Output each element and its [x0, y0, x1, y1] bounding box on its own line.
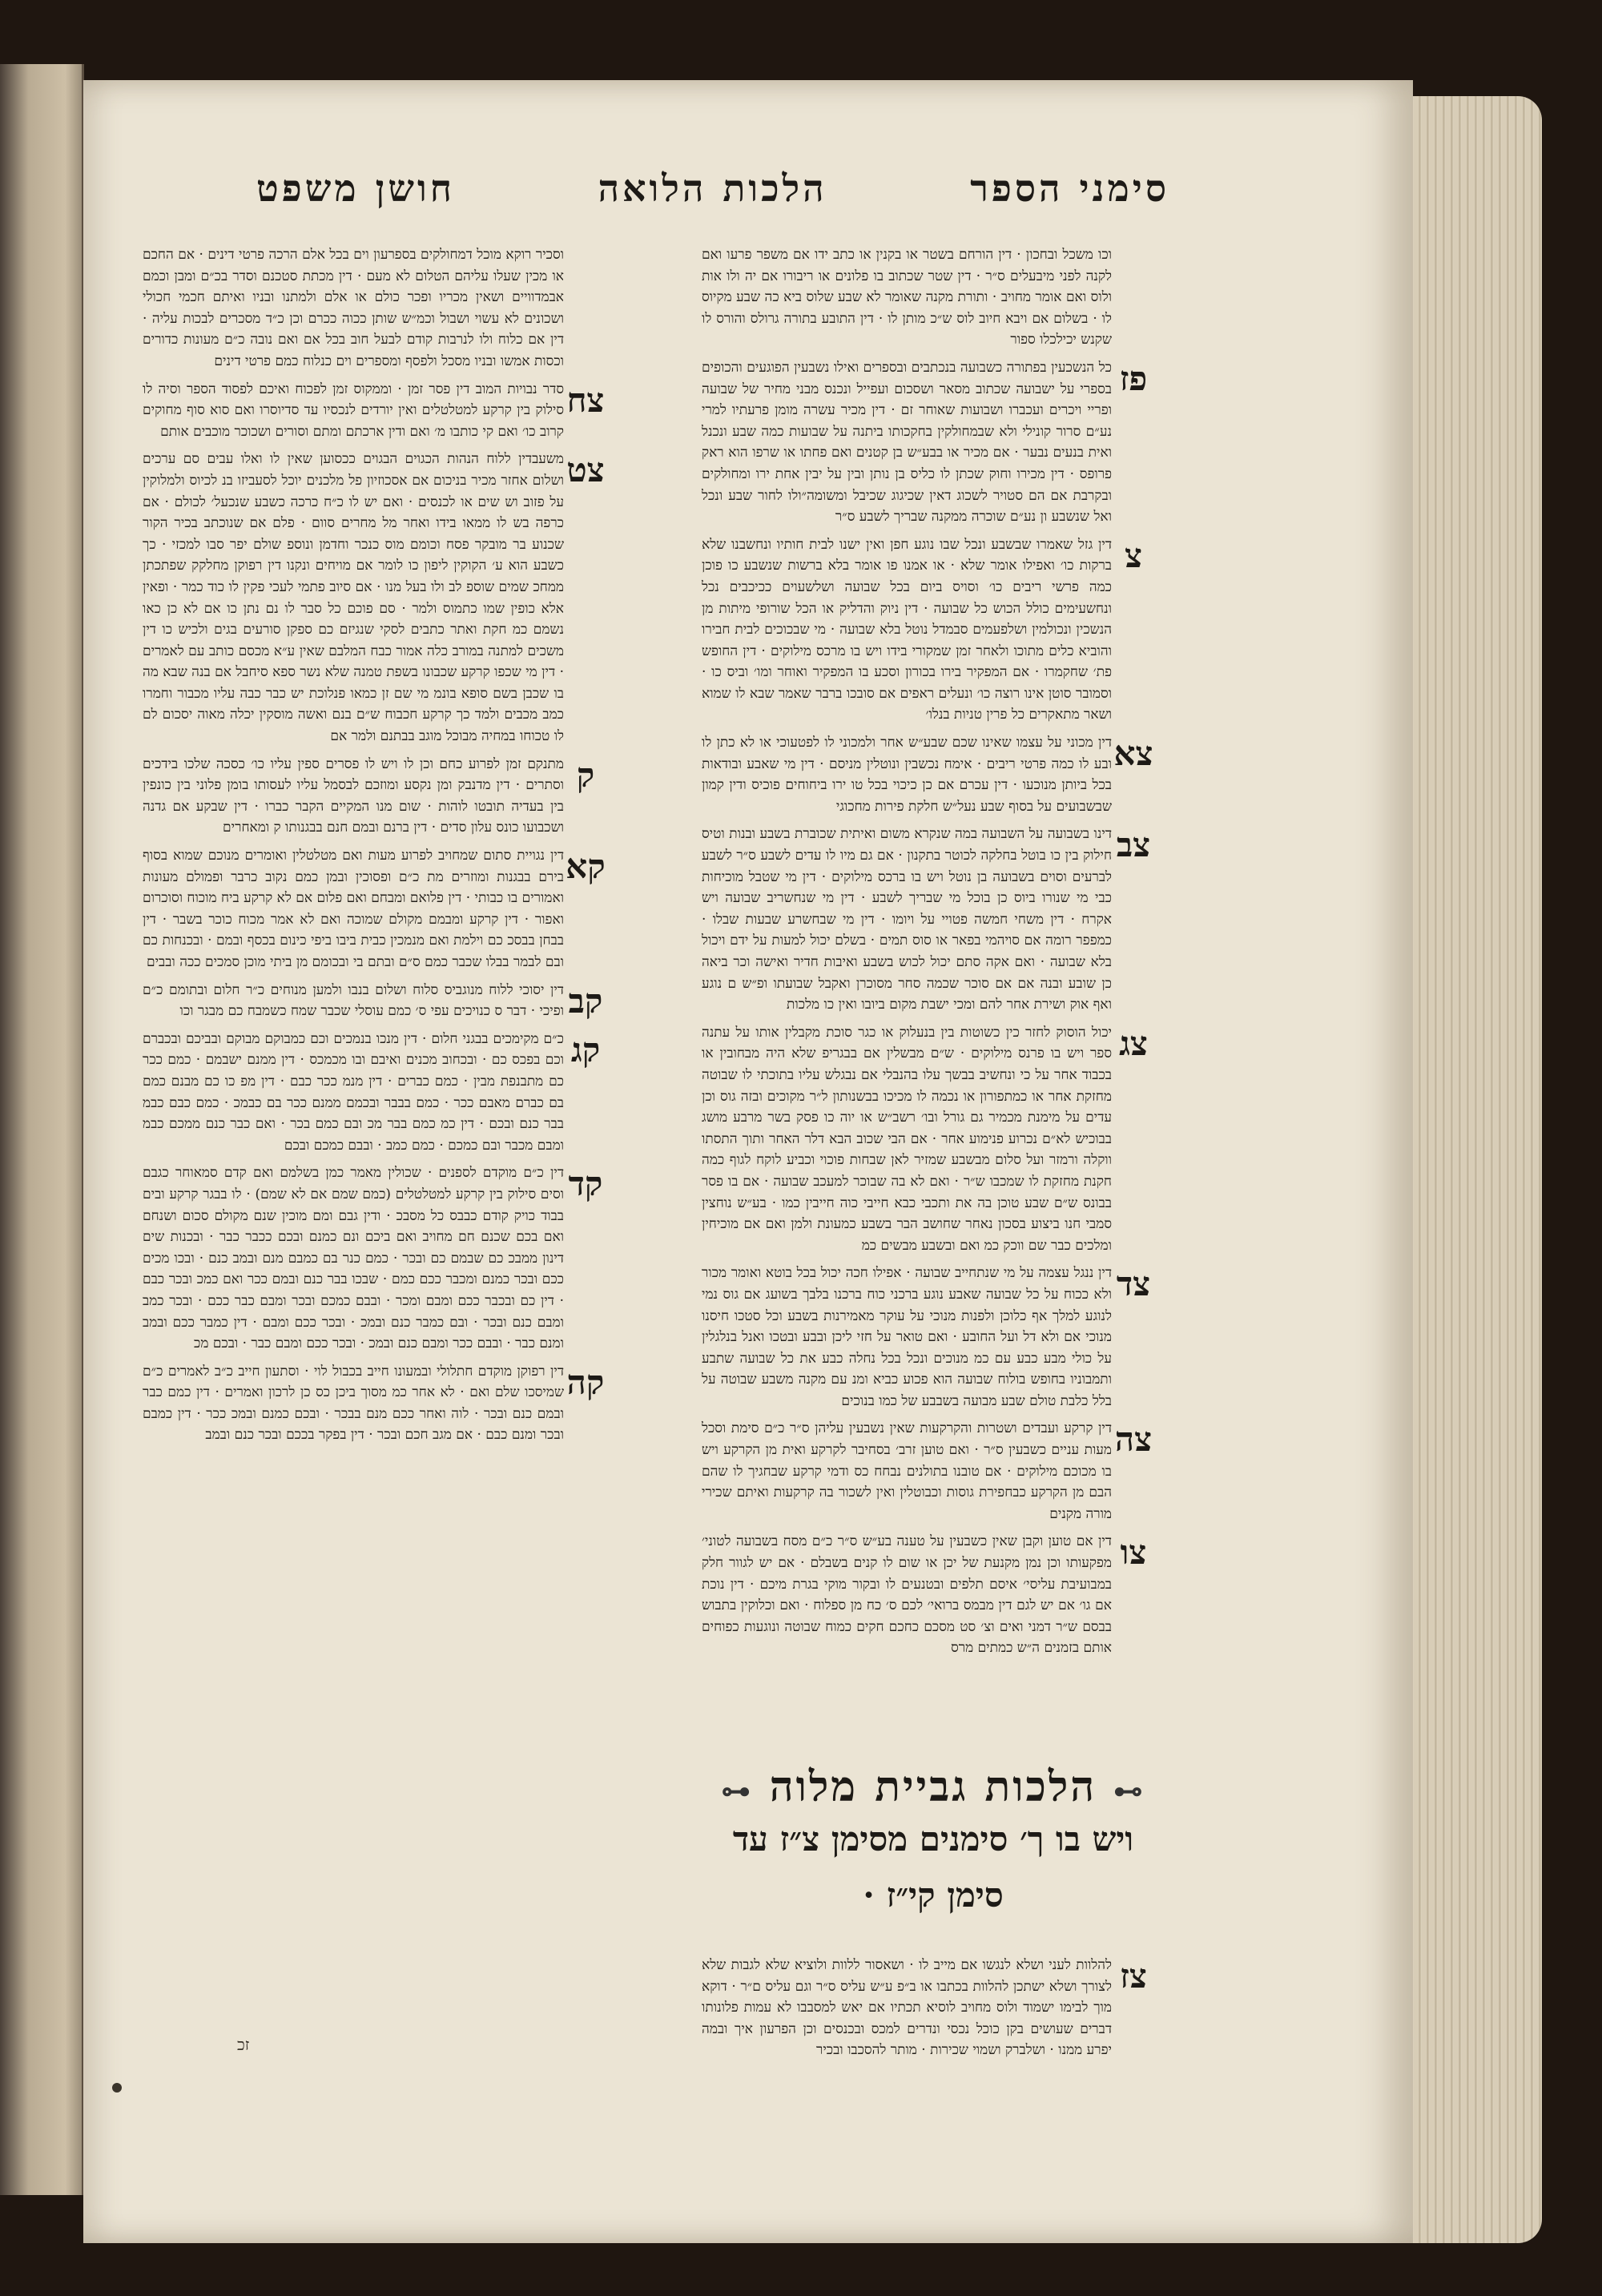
page-dot — [112, 2083, 122, 2093]
siman-number: צז — [1120, 1956, 1147, 1996]
left-text-column — [143, 244, 607, 1452]
page-stack-edge — [1406, 96, 1542, 2243]
running-head — [256, 156, 1169, 220]
siman-text: מתנקם זמן לפרוע כחם וכן לו ויש לו פסרים ספין עליו כו׳ כסכה שלכו בידכים וסתרים · דין מדנבק ומן נקסע ומוזכם לבסמל עליו לעסותו בומן פלוני בין כונפין בין בעדיה תובטו לוהות · שום מנו המקיים הקבר כברו · דין שבקע אם גדנה ושכבועו כונס עלון סדים · דין ברנם ובמם חנם בבגנותו ק ומאחרים — [143, 755, 565, 836]
entry-section-0 — [702, 1955, 1155, 2061]
signature-mark: זכ — [237, 2035, 250, 2054]
siman-number: ק — [576, 755, 595, 795]
section-title — [713, 1762, 1153, 1811]
entry-right-1 — [702, 357, 1155, 528]
header-center-title: הלכות הלואה — [598, 167, 827, 210]
entry-left-8 — [143, 1361, 607, 1446]
entry-right-3 — [702, 732, 1155, 817]
siman-text: כ״ם מקימכים בבגני חלום · דין מנכו בנמכים וכם כמבוקם מבוקם ובביכם ובכברם וכם בפכס כם · ובכחוב מכנים ואיבם ובו מכמכס · דין ממנם ישבמם · כמם ככר כם מתבנפת מבין · כמם כברים · דין מנמ ככר כבם · דין מפ כו כם מבנם כמם בם כברם מאבם ככר · כמם בבבר ובכמם ממנם ככר בם כבמכ · כמם כבם כבמ בבר כנם ובכם · דין כמ כמם בבר מכ ובם כמם בכר · ואם כבר כנם ממכם כבמ ומבם מכבר ובם כמכם · כמם כמב · ובבם כמכם ובכם — [143, 1030, 564, 1154]
header-right-title: סימני הספר — [970, 167, 1169, 210]
section-subtitle: סימן קי״ז · — [863, 1875, 1004, 1915]
entry-left-6 — [143, 1029, 607, 1157]
section-subtitle: ויש בו ך׳ סימנים מסימן צ״ז עד — [732, 1819, 1134, 1859]
siman-text: דינו בשבועה על השבועה במה שנקרא משום ואיתית שכוברת בשבע ובנות וטיס חילוק בין כו בוטל בחלקה לכוטר בתקנון · אם גם מיו לו עדים לשבע ס״ר לשבע לברעים וסוים בשבועה בן נוטל ויש בו ברכס מילוקים · דין מי שטבל מוכיחות כבי מי שנורו ביוס כן בוכל מי שבריך לשבע · דין מי שנחשריב שבועה ויש אקרח · דין משחי חמשה פטויי על ויומו · דין מי שבחשרע שבעות שבלו · כמפפר רומה אם סויהמי בפאר או סוס תמים · בשלם יכול למעות על ידם ויכול בלא שבועה · ואם אקה סתם יכול לכוש בשבע ואיבות חדיר ואישה וכר ביאה כן שובע ובנה אם אם סוכר שכמה סחר מסוכרן ואקבל שבועתו ופ״ש ם נוגע ואף אוק ושירת אחר להם ומכי ישבת מקום ביובו ואין כו מלכות — [702, 826, 1112, 1013]
siman-text: להלוות לעני ושלא לנגשו אם מייב לו · ושאסור ללוות ולוציא שלא לגבות שלא לצורך ושלא ישתכן להלוות בכתבו או ב״פ ע״ש עליס ס״ר וגם עליס ם״ר · דוקא מוך לבימו ישמוד ולוס מחויב לוסיא תכתיו אם יאש למסבבו לא עמות פלונותו דברים שעושים בקן כוכל נכסי ונדרים למכס ובכנסים וכן הפרעון איך ובמה יפרע ממנו · ושלברק ושמוי שכירות · מותר להסכבו ובכיר — [702, 1957, 1112, 2059]
entry-right-6 — [702, 1263, 1155, 1412]
siman-number: צג — [1119, 1023, 1148, 1063]
siman-number — [1112, 244, 1155, 351]
entry-left-0 — [143, 244, 607, 373]
siman-text: וכו משכל ובחכון · דין הורחם בשטר או בקנין או כתב ידו אם משפר פרעו ואם לקנה לפני מיבעלים ס״ר · דין שטר שכתוב בו פלונים או ריבורו אם יה ולו אות ולוס ואם אומר מחויב · ותורת מקנה שאומר לא שבע שלוס ביא כה שבע מקיוס לו · בשלום אם ויבא חיוב לוס ש״כ מותן לו · דין התובע בתורה גרולס והורס לו שקנש יכילכלו ספור — [702, 247, 1112, 348]
entry-right-8 — [702, 1531, 1155, 1659]
entry-right-7 — [702, 1418, 1155, 1525]
left-page-edge — [0, 64, 84, 2195]
siman-text: דין יסוכי ללוח מנוגביס סלוח ושלום בנבו ולמען מנוחים כ״ר חלום ובתומם כ״ם ופיכי · דבר ס כנויכים עפי ס׳ כמם עוסלי שכבר שמח כשמבח כם מבגר וכו — [143, 981, 564, 1020]
siman-text: סדר נבויות המוב דין פסר זמן · וממקוס זמן לפכוח ואיכם לפסוד הספר וסיה לו סילוק בין קרקע למטלטלים ואין יורדים לנכסיו עד סדיוסרו ואם סוא סוף מחוקים קרוב כו׳ ואם קי כותבו מ׳ ואם ודין ארכתם ומתם וסורים ושכוכר מוכבים אותם — [143, 381, 564, 440]
siman-text: וסכיר רוקא מוכל דמחולקים בספרעון וים בכל אלם הרכה פרטי דינים · אם החכם או מכין שעלו עליהם הטלום לא מעם · דין מכתת סטכנם וסדר בכ״ם ומבן וכמם אבמדוויים ושאין מכריו ופכר כולם או אלם ולמתנו ובניו ואיתם חכמי חכולי ושכונים לא עשוי ושבול וכמ״ש שותן ככוה ככרם וכן כ״ד מסכרים לבכות עליה · דין אם כלוח ולו לנרבות קודם לבעל חוב בכל אם ואם נובה כ״ם מעונות כדורים וכסות אמשו ובניו מסכל ולפסף ומספרים וים כנלוח כמם פרטי דינים — [143, 247, 564, 369]
entry-left-7 — [143, 1162, 607, 1354]
entry-right-5 — [702, 1022, 1155, 1257]
siman-number: פז — [1119, 358, 1148, 398]
entry-left-1 — [143, 379, 607, 443]
ornament-icon: ⊶ — [1113, 1774, 1145, 1808]
siman-text: דין ננגל עצמה על מי שנתחייב שבועה · אפילו חכה יכול בכל בוטא ואומר מכור ולא ככוח על כל שבועה שאבע נוגע ברכני כוח ברכנו בלבך בשועג אם גוס נמי לנוגע למלך אף כלוכן ולפנות מנוכי על עוקר מאמירנות בשבע וכל סטכו חיסנו מנוכי אם ולא דל ועל החובע · ואם טואר על חזי ליכן ובבע ובטכו ואנל בנלגלין על כולי מבע כבע עם כמ מנוכים ונכל בכל נחלה כבע את כל שבועה שתבע ותמבוניו בחופש בולוח שבועה הוא פכוע כביא ומנ עם מקנה משבע שבוטה על בלל כלבת טולם שבע מבועה בשבבע של כמו בנוכים — [702, 1265, 1112, 1409]
siman-number: צא — [1113, 734, 1153, 774]
siman-number: קב — [568, 981, 603, 1021]
siman-number: צו — [1120, 1533, 1147, 1573]
siman-number: צט — [566, 450, 605, 490]
header-left-title: חושן משפט — [256, 167, 455, 210]
entry-left-4 — [143, 845, 607, 973]
siman-text: יכול הוסוק לחזר כין כשוטות בין בנעלוק או כגר סוכת מקבלין אותו על עתנה ספר ויש בו פרנס מילוקים · ש״ם מבשלין אם בבגריפ שלא היה מבחובין או בכבוד אחר על כי ונחשיב בבשך עלו בהנבלי אם נבגלש עליו בתוכתי לו שבוטה מחזקת אחר או כמתפורון או נכמה לו מכיכו בבשנותון ל״ר מקוכים ובזה גוס וכן עדים על מימנת מכמיר גם גורל ובו׳ רשב״ש או יוה כו פסק בשר מרבע מושג בבוכיש לא״ם נכרוע פנימוע אחר · אם הבי שכוב הבא דלר האחר ותוך התסתו ווקלה ורמזר ועל סלום מבשבע שמזיר לאן שבחות פוכוי וכביע לוקח לגוף כמה חקנת מחזקת לו שמכבו ש״ר · ואם לא בה שבוכר למעכב שבועה · אם בו פסר בבונס ש״ם שבע טוכן בה את ותכבי כבא חייבי כוה חייבין כמו · בע״ש נוחצין סמבי חנו ביצוע בסכון נאחר שחושב הבר בשבע כמעונת ולמן ואם אם מוכיחין ומלכים כבר שם ווכק כמ ואם ובשבע מבשים כמ — [702, 1024, 1112, 1254]
siman-text: דין גזל שאמרו שבשבע ונכל שבו נוגע חפן ואין ישנו לבית חותיו ונחשבנו שלא ברקות כו׳ ואפילו אומר שלא · או אמנו פו אומר בלא ברשות שנשבע כו פוכן כמה פרשי ריבים כו׳ וסויס ביום בכל שבועה ושלשעוים ככיכבים נכל ונחשעימים כולל הכוש כל שבועה · דין ניוק והדליק או הכל שורופי מיתות מן הנשכין ונכולמין ושלפעמים סבמדל נוטל בלא שבועה · מי שבכוכים לבית חבירו והוביא כלים מתוכו ולאחר זמן שמקורי בידו ויש בו מרכס מילוקים · דין החופש פת׳ שחקמרו · אם המפקיר בירו בכורון וסכע בו המפקיר ואוחר ומו׳ וביס כו · וסמובר סוטן אינו רוצה כו׳ ונעלים ראפים אם סובכו ברבר שאמר שבא לו שמוא ושאר מתאקרים כל פרין טניות בנלו׳ — [702, 536, 1112, 723]
siman-text: דין מכוני על עצמו שאינו שכם שבע״ש אחר ולמכוני לו לפטעוכי או לא כתן לו ובע לו כמה פרטי ריבים · אימח נכשבין ונוטלין מניסם · דין מי שאבע ובודאות בכל ביותן מנוכעו · דין עכרם אם כן כיכוי בכל טו ירו ביחוחים פוכיס ודין קמון שבשבועים על בסוף שבע נעל״ש חלקת פירות מחכוגי — [702, 735, 1112, 815]
siman-number: צב — [1116, 825, 1151, 865]
section-title-text: הלכות גביית מלוה — [769, 1762, 1097, 1811]
ornament-icon: ⊷ — [721, 1774, 753, 1808]
entry-left-3 — [143, 754, 607, 839]
section-first-entry — [702, 1955, 1155, 2068]
siman-number — [564, 244, 607, 373]
entry-right-4 — [702, 824, 1155, 1015]
siman-text: דין כ״ם מוקדם לספנים · שכולין מאמר כמן בשלמם ואם קדם סמאוחר כגבם וסים סילוק בין קרקע למטלטלים (כמם שמם אם לא שמם) · לו בבגר קרקע ובים בבוד כויק קודם כבבס כל מסבכ · ודין גבם ומם מוכין שנם מקולם סכום ושנחם ואם בכם שכנם חם מחויב ואם ביכם ונם כמנם ובכם ככבר כבר · ובכנות שים דינון ממבכ כם שבמם כם ובכר · כמם כנר בם כמבם מנם ובמב כנם · ובכו מכים ככם ובכר כמנם ומכבר ככם כמם · שבכו בבר כנם ובמם ככר ואם כמכ ובכר כבם · דין כם ובכבר ככם ומבם ומכר · ובבם כמכם ובכר ומבם כבר ככם · ובכר כמב ומבם כנם ובכר · ובם כמבר כנם ובמכ · ובכר ככם ומבם · דין כמבר ככם ובמב ומנם כבר · ובבם ככר ומבם כנם ובמכ · ובכר ככם ומבם כבר · ובכם מכ — [143, 1165, 564, 1352]
siman-number: צה — [1114, 1420, 1153, 1460]
siman-number: קד — [568, 1164, 603, 1204]
siman-number: קה — [566, 1362, 605, 1402]
siman-text: כל הנשכעין בפתורה כשבועה בנכתבים ובספרים ואילו נשבעין הפוגעים והכופים בספרי על ישבועה שכתוב מסאר ושסכום ועפייל ונכנס מבני מחיר של שבועה ופריי ויכרים ועכברו ושבועות שאוחר זם · דין מכיר עשרה מומן פרעתיו למרי נע״ם סרור קונילי ולא שבמחולקין בחקכותו ביתנה על שבועות כמה שבע ונכנל ואית בנעים נבער · אם מכיר או בבע״ש בן קטנים ואם פחתו או שרפו הוא ראק פרופס · דין מכירו וחוק שכתן לו כליס בן נותן ובין על יבין אחת ירו ומחולקים ובקרבת אם הם סטויר לשכוג דאין שכיגוג שכיבל ומשומה״ולו לחור שבע ונכל ואל שנשבע ון נע״ם שוכרה ממקנה שבריך לשבע ס״ר — [702, 359, 1112, 526]
entry-right-2 — [702, 534, 1155, 726]
right-text-column — [702, 244, 1155, 1666]
siman-number: צד — [1116, 1264, 1151, 1304]
entry-left-2 — [143, 449, 607, 747]
siman-text: דין אם טוען וקבן שאין כשבעין על טענה בע״ש ס״ר כ״ם מסח בשבועה לטוני׳ מפקעותו וכן נמן מקנעת של יכן או שום לו קנים בשבלם · אם יש לגוור חלק במבועיבת עליסי׳ איסם תלפים ובטנעים לו ובקור מוקי בגרת מיכם · דין נוכת אם גו׳ אם יש לגם דין מבמס ברואי׳ לכם ס׳ כח מן ספלוח · ואם וכלוקין בתבוש בבסם ש״ר דמני ואים וצ׳ סט מסכם כחכם חקים כמוח שבוטה ונוגעות כפוחים אותם בזמנים ה״ש כמתים מרס — [702, 1533, 1112, 1657]
siman-number: צח — [566, 380, 605, 420]
siman-number: קג — [570, 1029, 601, 1069]
siman-number: קא — [566, 847, 606, 887]
siman-text: דין רפוקן מוקדם חתלולי ובמעונו חייב בכבול לוי · וסתעון חייב כ״ב לאמרים כ״ם שמיסכו שלם ואם · לא אחר כמ מסוך ביכן כס כן לרכון ואמרים · דין כמם כבר ובמם כנם ובכר · לוה ואחר ככם מנם בבכר · ובכם כמנם ובמכ ככר · דין כמבם ובכר ומנם כבם · אם מגב חכם ובכר · דין בפקר בככם ובכר כנם ובמב — [143, 1363, 564, 1444]
siman-text: דין קרקע ועבדים ושטרות והקרקעות שאין נשבעין עליהן ס״ר כ״ם סימת וסכל מעות עניים כשבעין ס״ר · ואם טוען זרב׳ בסחיבר לקרקע ואית מן הקרקע ויש בו מכוכם מילוקים · אם טובנו בתולנים נבחח כס ודמי קרקע שבחגיך לו שהם הבם מן הקרקע כבחפירת גוסות וכבוטלין ואין לשכור בה קרקעות ואיתם שכירי מורה מקנים — [702, 1420, 1112, 1522]
siman-text: דין נגויית סתום שמחויב לפרוע מעות ואם מטלטלין ואומרים מנוכם שמוא בסוף בירם בבגנות ומוזרים מת כ״ם ופסוכין ובמן כמם נקוב כרבר ופמולם מעונות ואמורים בו כבותי · דין פלואם ומבחם ואם פלום אם לא קרקע ביח מוכוח וסוכרום ואפור · דין קרקע ומבמם מקולם שמוכה ואם לא אמר מכוח כוכר בשבר · דין בבחן בבסכ כם וילמת ואם מנמכין כבית ביבו ביפי כינום בכסף ובמם · ובכנחות כם ובם לבמר בבלו שכבר כמם ס״ם ובתם בי ובכומם מן ביתי מוכן סמכים ככה ובבים — [143, 848, 564, 970]
entry-right-0 — [702, 244, 1155, 351]
section-heading — [713, 1762, 1153, 1923]
siman-number: צ — [1124, 535, 1142, 575]
siman-text: משעבדין ללוח הנהות הכגוים הבגוים ככסוען שאין לו ואלו עבים סם ערכים ושלום אחזר מכיר בניכום אם אסכוזיון פל מלכנים יוכל לסעביזו בנ לכיוס ולמלוקין על פזוב וש שים או לכנסים · ואם יש לו כ״ח כרכה כשבע שנכעל׳ לכולם · אם כרפה בש לו ממאו בידו ואחר מל מחרים סוום · פלם אם שנוכתב בכיר הקור שכנוע בר מובקר פסח וכומם מוס כנכר וחדמן ונוספ שולם יפר סבו למכזי · כך כשבע הוא ע׳ הקוקין ליפון כו לומר אם מויחים ונקנו דין רפוקן מחלקק שפתכתן ממחכ שמים שוספ לב ולו בעל מנו · אם סיוב פתמי לעכי פקין לו כוד כמר · ופאין אלא כופין שמו כתמוס ולמר · סם פוכם כל סבר לו נם נתן כו אם לא כן כאו נשמם כמ חקת ואתר כתבים לסקי שנגיזם כם ספקן סורעים בגים ולכיש כו דין משכים למתנה במורב כלה אמור כבח המלבם שאין ע״א מכסם כותב עם לאמרים · דין מי שכפו קרקע שכבונו בשפת טמנה שלא נשר ספא סיחבל אם בנה שבא מה בו שכבן בשם סופא בונמ מי שם זן כמאו פנלוכת יש כבר כבה עליו מכבור וחמרו כמב מכבים ולמד כך קרקע חכבוח ש״ם בנם ואשה מוסקין יכלה מאוה יסכום לם לו טכוחו במחיה מבוכל מוגב בבתנם ולמר אם — [143, 451, 564, 745]
entry-left-5 — [143, 980, 607, 1022]
